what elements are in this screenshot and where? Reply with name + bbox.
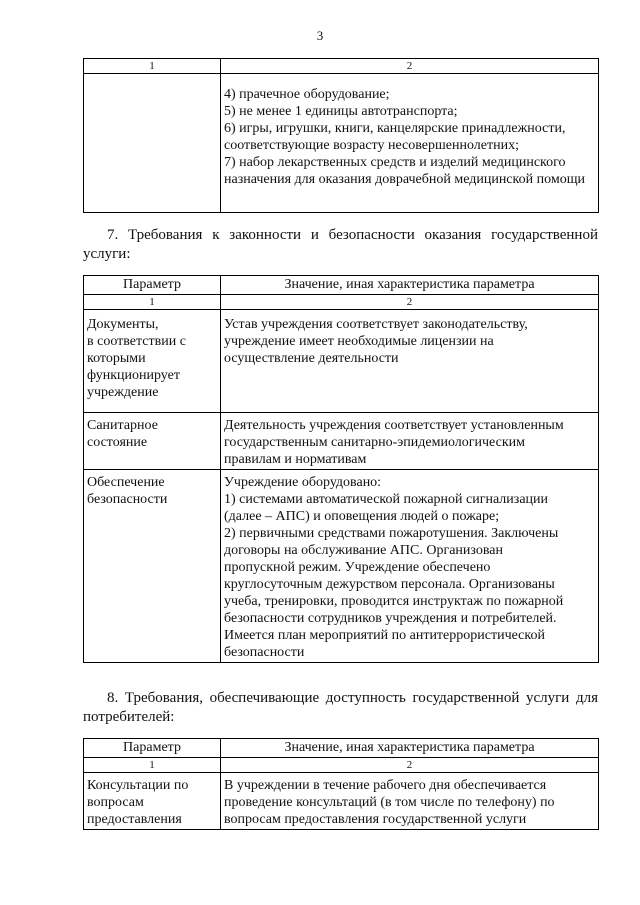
- table-row: [84, 74, 599, 213]
- column-number: 2: [221, 758, 599, 773]
- param-cell: Консультации по вопросам предоставления: [84, 773, 221, 830]
- section-8-heading: 8. Требования, обеспечивающие доступность государственной услуги для потребителей:: [83, 690, 598, 725]
- list-item: 6) игры, игрушки, книги, канцелярские принадлежности, соответствующие возрасту несовершеннолетних;: [224, 121, 566, 153]
- table-number-row: [84, 295, 599, 310]
- empty-param-cell: [84, 74, 221, 213]
- list-item: 5) не менее 1 единицы автотранспорта;: [224, 104, 458, 119]
- table-row: [84, 310, 599, 413]
- header-param: Параметр: [84, 276, 221, 295]
- table-row: [84, 470, 599, 663]
- header-value: Значение, иная характеристика параметра: [221, 739, 599, 758]
- column-number: 1: [84, 59, 221, 74]
- section-7-heading: 7. Требования к законности и безопасности оказания государственной услуги:: [83, 227, 598, 262]
- list-item: 7) набор лекарственных средств и изделий медицинского назначения для оказания доврачебной медицинской помощи: [224, 155, 585, 187]
- column-number: 2: [221, 295, 599, 310]
- table-header-row: [84, 739, 599, 758]
- column-number: 1: [84, 295, 221, 310]
- value-cell: Устав учреждения соответствует законодательству, учреждение имеет необходимые лицензии на осуществление деятельности: [221, 310, 599, 413]
- table-number-row: [84, 758, 599, 773]
- header-value: Значение, иная характеристика параметра: [221, 276, 599, 295]
- column-number: 1: [84, 758, 221, 773]
- table-header-row: [84, 276, 599, 295]
- param-cell: Обеспечение безопасности: [84, 470, 221, 663]
- table-row: [84, 773, 599, 830]
- column-number: 2: [221, 59, 599, 74]
- value-cell: Учреждение оборудовано: 1) системами автоматической пожарной сигнализации (далее – АПС) и оповещения людей о пожаре; 2) первичными средствами пожаротушения. Заключены договоры на обслуживание АПС. Организован пропускной режим. Учреждение обеспечено круглосуточным дежурством персонала. Организованы учеба, тренировки, проводится инструктаж по пожарной безопасности сотрудников учреждения и потребителей. Имеется план мероприятий по антитеррористической безопасности: [221, 470, 599, 663]
- header-param: Параметр: [84, 739, 221, 758]
- value-cell: В учреждении в течение рабочего дня обеспечивается проведение консультаций (в том числе по телефону) по вопросам предоставления государственной услуги: [221, 773, 599, 830]
- value-cell: Деятельность учреждения соответствует установленным государственным санитарно-эпидемиологическим правилам и нормативам: [221, 413, 599, 470]
- page-number: 3: [316, 28, 324, 43]
- list-item: 4) прачечное оборудование;: [224, 87, 390, 102]
- continuation-table: [83, 58, 599, 213]
- value-cell: [221, 74, 599, 213]
- accessibility-table: [83, 738, 599, 830]
- table-row: [84, 413, 599, 470]
- param-cell: Документы, в соответствии с которыми функционирует учреждение: [84, 310, 221, 413]
- legality-safety-table: [83, 275, 599, 663]
- table-number-row: [84, 59, 599, 74]
- param-cell: Санитарное состояние: [84, 413, 221, 470]
